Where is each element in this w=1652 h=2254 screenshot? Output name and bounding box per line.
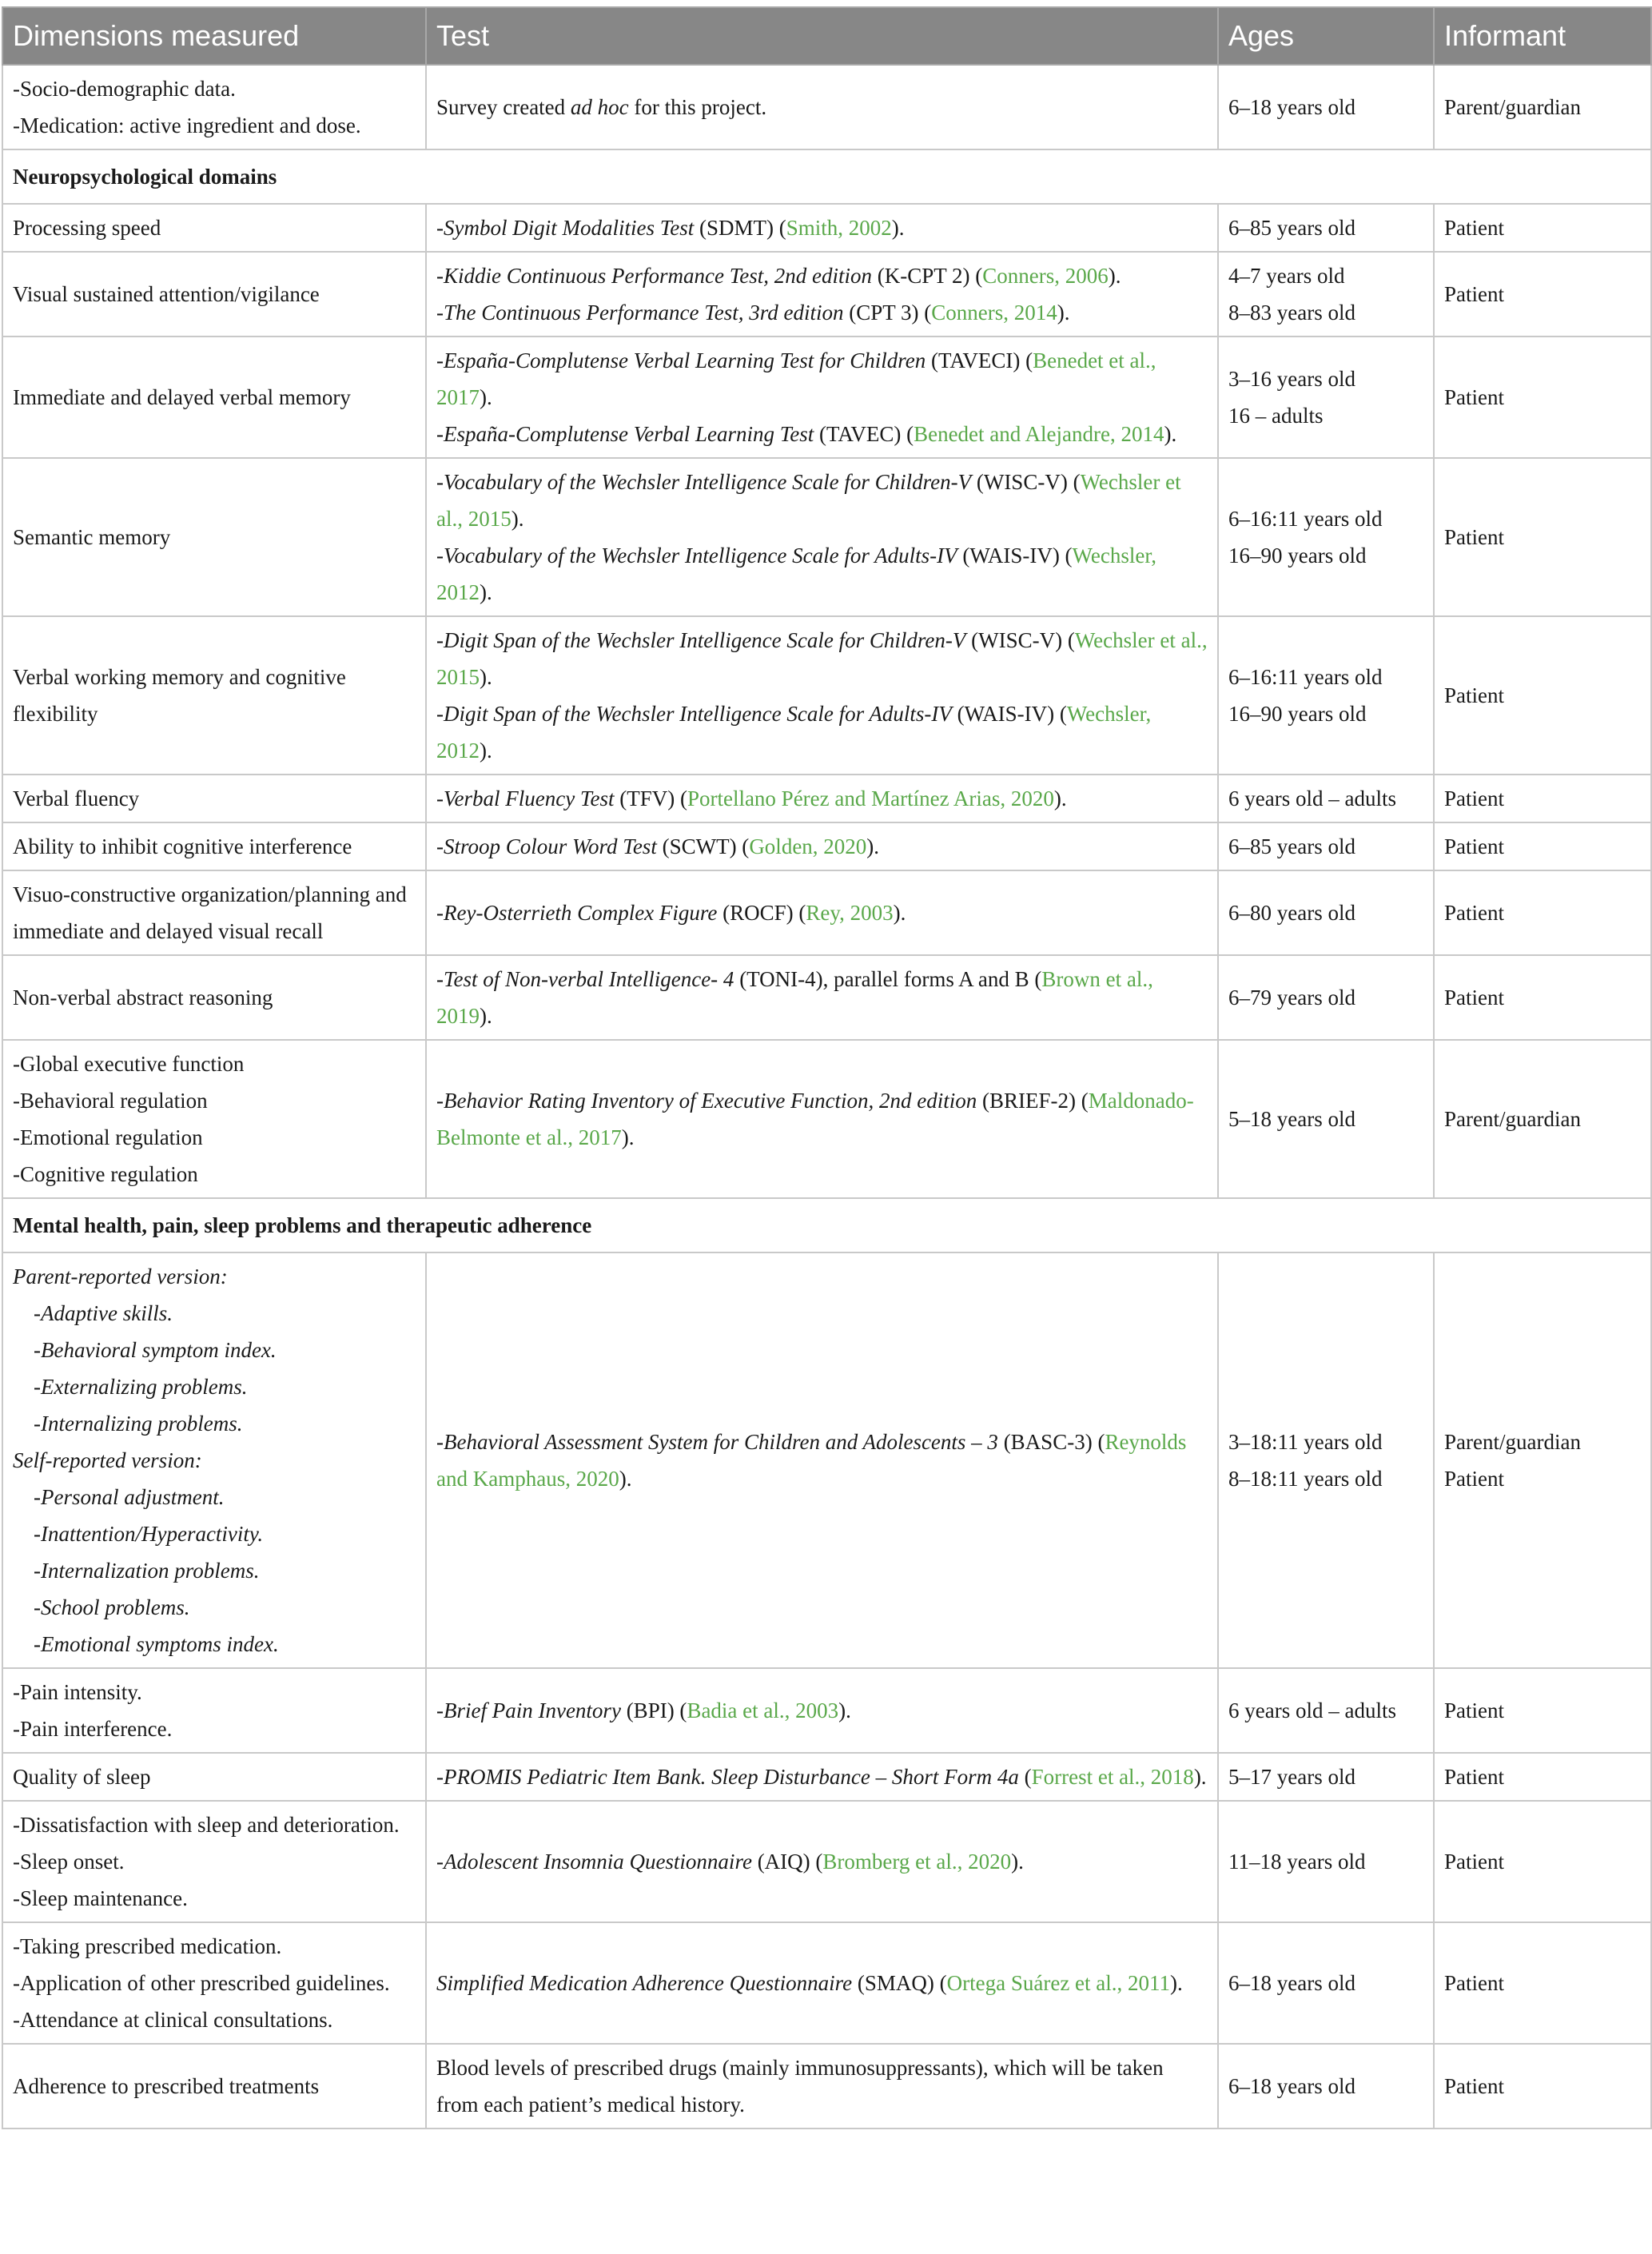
ages-value: 6–85 years old bbox=[1228, 834, 1355, 858]
ages-value: 11–18 years old bbox=[1228, 1850, 1366, 1874]
table-row bbox=[2, 252, 1651, 337]
informant-cell bbox=[1434, 870, 1651, 955]
citation-link[interactable]: Wechsler, 2012 bbox=[436, 544, 1156, 604]
informant-value: Patient bbox=[1444, 683, 1504, 707]
dimension-cell bbox=[2, 1252, 426, 1668]
test-cell bbox=[426, 616, 1218, 775]
ages-value: 6 years old – adults bbox=[1228, 1698, 1396, 1722]
test-entry bbox=[436, 464, 1209, 537]
dimension-line: -Attendance at clinical consultations. bbox=[13, 2008, 333, 2032]
test-cell bbox=[426, 252, 1218, 337]
informant-value: Patient bbox=[1444, 1698, 1504, 1722]
test-abbr: (SMAQ) ( bbox=[852, 1971, 947, 1995]
dimension-line: -School problems. bbox=[34, 1595, 190, 1619]
test-abbr: (WAIS-IV) ( bbox=[957, 544, 1073, 567]
test-cell bbox=[426, 1922, 1218, 2044]
dimension-line: -Sleep onset. bbox=[13, 1850, 125, 1874]
test-name: -Stroop Colour Word Test bbox=[436, 834, 657, 858]
measures-table bbox=[2, 6, 1652, 2129]
test-name: -España-Complutense Verbal Learning Test bbox=[436, 422, 814, 446]
informant-value: Patient bbox=[1444, 1765, 1504, 1789]
ages-cell bbox=[1218, 2044, 1434, 2129]
informant-cell bbox=[1434, 775, 1651, 822]
test-abbr: (WAIS-IV) ( bbox=[951, 702, 1067, 726]
citation-link[interactable]: Conners, 2014 bbox=[931, 301, 1057, 325]
informant-value: Patient bbox=[1444, 787, 1504, 810]
ages-value: 6–18 years old bbox=[1228, 95, 1355, 119]
test-abbr: (K-CPT 2) ( bbox=[871, 264, 983, 288]
test-end: ). bbox=[1011, 1850, 1024, 1874]
test-text: for this project. bbox=[628, 95, 767, 119]
test-name: -Digit Span of the Wechsler Intelligence Scale for Children-V bbox=[436, 628, 966, 652]
ages-cell bbox=[1218, 1753, 1434, 1801]
dimension-line: -Sleep maintenance. bbox=[13, 1886, 188, 1910]
ages-cell bbox=[1218, 337, 1434, 458]
dimension-line: -Personal adjustment. bbox=[34, 1485, 225, 1509]
informant-cell bbox=[1434, 1668, 1651, 1753]
test-entry bbox=[436, 257, 1209, 294]
dimension-line: -Global executive function bbox=[13, 1052, 245, 1076]
dimension-line: -Pain interference. bbox=[13, 1717, 173, 1741]
ages-cell bbox=[1218, 1922, 1434, 2044]
ages-value: 16 – adults bbox=[1228, 404, 1324, 428]
table-row bbox=[2, 775, 1651, 822]
test-abbr: ( bbox=[1018, 1765, 1032, 1789]
dimension-line: -Taking prescribed medication. bbox=[13, 1934, 282, 1958]
dimension-line: -Dissatisfaction with sleep and deterioration. bbox=[13, 1813, 400, 1837]
informant-value: Parent/guardian bbox=[1444, 95, 1581, 119]
header-test: Test bbox=[426, 7, 1218, 65]
test-abbr: (TAVEC) ( bbox=[814, 422, 914, 446]
dimension-line: -Emotional regulation bbox=[13, 1125, 203, 1149]
informant-cell bbox=[1434, 1753, 1651, 1801]
table-row bbox=[2, 822, 1651, 870]
informant-cell bbox=[1434, 204, 1651, 252]
ages-value: 6–18 years old bbox=[1228, 2074, 1355, 2098]
test-name: -PROMIS Pediatric Item Bank. Sleep Disturbance – Short Form 4a bbox=[436, 1765, 1019, 1789]
table-row bbox=[2, 955, 1651, 1040]
test-entry bbox=[436, 342, 1209, 416]
ages-cell bbox=[1218, 1252, 1434, 1668]
citation-link[interactable]: Forrest et al., 2018 bbox=[1031, 1765, 1194, 1789]
ages-value: 3–18:11 years old bbox=[1228, 1430, 1383, 1454]
dimension-subheading: Self-reported version: bbox=[13, 1448, 202, 1472]
citation-link[interactable]: Wechsler et al., 2015 bbox=[436, 628, 1208, 689]
ages-value: 5–18 years old bbox=[1228, 1107, 1355, 1131]
ages-value: 6–80 years old bbox=[1228, 901, 1355, 925]
test-cell bbox=[426, 1753, 1218, 1801]
test-name: -Symbol Digit Modalities Test bbox=[436, 216, 695, 240]
test-cell bbox=[426, 822, 1218, 870]
test-entry bbox=[436, 622, 1209, 695]
test-end: ). bbox=[1164, 422, 1177, 446]
test-cell bbox=[426, 955, 1218, 1040]
test-abbr: (WISC-V) ( bbox=[971, 470, 1081, 494]
dimension-cell bbox=[2, 1040, 426, 1198]
dimension-line: -Internalizing problems. bbox=[34, 1412, 243, 1436]
informant-cell bbox=[1434, 1040, 1651, 1198]
informant-value: Patient bbox=[1444, 2074, 1504, 2098]
informant-cell bbox=[1434, 955, 1651, 1040]
test-abbr: (SDMT) ( bbox=[694, 216, 786, 240]
ages-cell bbox=[1218, 955, 1434, 1040]
dimension-line: -Internalization problems. bbox=[34, 1559, 260, 1583]
dimension-line: -Medication: active ingredient and dose. bbox=[13, 113, 361, 137]
informant-cell bbox=[1434, 616, 1651, 775]
informant-cell bbox=[1434, 1252, 1651, 1668]
ages-value: 6–79 years old bbox=[1228, 986, 1355, 1010]
citation-link[interactable]: Rey, 2003 bbox=[806, 901, 894, 925]
table-row bbox=[2, 2044, 1651, 2129]
dimension-cell: Verbal working memory and cognitive flexibility bbox=[2, 616, 426, 775]
test-entry bbox=[436, 416, 1209, 452]
dimension-cell: Processing speed bbox=[2, 204, 426, 252]
table-row bbox=[2, 616, 1651, 775]
test-cell bbox=[426, 458, 1218, 616]
test-end: ). bbox=[480, 665, 492, 689]
test-cell bbox=[426, 1040, 1218, 1198]
test-end: ). bbox=[480, 1004, 492, 1028]
table-row bbox=[2, 204, 1651, 252]
section-row bbox=[2, 1198, 1651, 1252]
dimension-line: -Application of other prescribed guidelines. bbox=[13, 1971, 390, 1995]
test-name: Simplified Medication Adherence Questionnaire bbox=[436, 1971, 853, 1995]
test-end: ). bbox=[619, 1467, 632, 1491]
ages-value: 6–18 years old bbox=[1228, 1971, 1355, 1995]
dimension-line: -Cognitive regulation bbox=[13, 1162, 198, 1186]
dimension-cell: Non-verbal abstract reasoning bbox=[2, 955, 426, 1040]
test-end: ). bbox=[621, 1125, 635, 1149]
header-informant: Informant bbox=[1434, 7, 1651, 65]
test-abbr: (ROCF) ( bbox=[717, 901, 806, 925]
dimension-cell: Visual sustained attention/vigilance bbox=[2, 252, 426, 337]
test-end: ). bbox=[1053, 787, 1067, 810]
ages-cell bbox=[1218, 65, 1434, 149]
table-row bbox=[2, 337, 1651, 458]
table-row bbox=[2, 1668, 1651, 1753]
citation-link[interactable]: Portellano Pérez and Martínez Arias, 2020 bbox=[687, 787, 1054, 810]
table-row bbox=[2, 65, 1651, 149]
dimension-line: -Adaptive skills. bbox=[34, 1301, 173, 1325]
informant-value: Patient bbox=[1444, 1850, 1504, 1874]
citation-link[interactable]: Conners, 2006 bbox=[982, 264, 1109, 288]
ages-cell bbox=[1218, 204, 1434, 252]
ages-cell bbox=[1218, 616, 1434, 775]
test-name: -Vocabulary of the Wechsler Intelligence Scale for Adults-IV bbox=[436, 544, 957, 567]
test-name: -Rey-Osterrieth Complex Figure bbox=[436, 901, 718, 925]
ages-cell bbox=[1218, 775, 1434, 822]
test-cell bbox=[426, 1668, 1218, 1753]
test-abbr: (BRIEF-2) ( bbox=[977, 1089, 1089, 1113]
test-end: ). bbox=[511, 507, 524, 531]
test-abbr: (SCWT) ( bbox=[656, 834, 750, 858]
citation-link[interactable]: Maldonado-Belmonte et al., 2017 bbox=[436, 1089, 1194, 1149]
citation-link[interactable]: Benedet et al., 2017 bbox=[436, 348, 1156, 409]
test-name: -Behavioral Assessment System for Children and Adolescents – 3 bbox=[436, 1430, 998, 1454]
table-row bbox=[2, 458, 1651, 616]
informant-value: Parent/guardian bbox=[1444, 1107, 1581, 1131]
dimension-cell: Quality of sleep bbox=[2, 1753, 426, 1801]
informant-value: Patient bbox=[1444, 385, 1504, 409]
table-row bbox=[2, 870, 1651, 955]
dimension-cell bbox=[2, 1922, 426, 2044]
test-abbr: (CPT 3) ( bbox=[843, 301, 932, 325]
ages-cell bbox=[1218, 870, 1434, 955]
dimension-cell: Semantic memory bbox=[2, 458, 426, 616]
test-cell bbox=[426, 65, 1218, 149]
test-name: -Adolescent Insomnia Questionnaire bbox=[436, 1850, 752, 1874]
informant-cell bbox=[1434, 337, 1651, 458]
test-end: ). bbox=[1108, 264, 1121, 288]
test-end: ). bbox=[893, 901, 906, 925]
test-cell bbox=[426, 870, 1218, 955]
table-row bbox=[2, 1801, 1651, 1922]
test-end: ). bbox=[891, 216, 905, 240]
dimension-cell: Ability to inhibit cognitive interference bbox=[2, 822, 426, 870]
informant-cell bbox=[1434, 2044, 1651, 2129]
dimension-line: -Externalizing problems. bbox=[34, 1375, 248, 1399]
table-row bbox=[2, 1753, 1651, 1801]
test-abbr: (TONI-4), parallel forms A and B ( bbox=[734, 967, 1042, 991]
section-row bbox=[2, 149, 1651, 204]
test-text-italic: ad hoc bbox=[570, 95, 629, 119]
table-row bbox=[2, 1252, 1651, 1668]
citation-link[interactable]: Wechsler et al., 2015 bbox=[436, 470, 1181, 531]
test-end: ). bbox=[838, 1698, 851, 1722]
ages-cell bbox=[1218, 822, 1434, 870]
test-abbr: (BPI) ( bbox=[620, 1698, 687, 1722]
test-end: ). bbox=[480, 580, 492, 604]
informant-value: Patient bbox=[1444, 525, 1504, 549]
ages-cell bbox=[1218, 1801, 1434, 1922]
test-cell bbox=[426, 1801, 1218, 1922]
informant-cell bbox=[1434, 458, 1651, 616]
citation-link[interactable]: Ortega Suárez et al., 2011 bbox=[946, 1971, 1171, 1995]
test-abbr: (WISC-V) ( bbox=[965, 628, 1075, 652]
citation-link[interactable]: Smith, 2002 bbox=[786, 216, 892, 240]
dimension-cell: Visuo-constructive organization/planning and immediate and delayed visual recall bbox=[2, 870, 426, 955]
ages-value: 8–18:11 years old bbox=[1228, 1467, 1383, 1491]
ages-value: 6–16:11 years old bbox=[1228, 665, 1383, 689]
test-name: -Verbal Fluency Test bbox=[436, 787, 615, 810]
informant-value: Patient bbox=[1444, 1971, 1504, 1995]
test-end: ). bbox=[480, 385, 492, 409]
informant-value: Patient bbox=[1444, 901, 1504, 925]
dimension-cell bbox=[2, 65, 426, 149]
table-header-row bbox=[2, 7, 1651, 65]
dimension-line: -Emotional symptoms index. bbox=[34, 1632, 279, 1656]
test-name: -Test of Non-verbal Intelligence- 4 bbox=[436, 967, 734, 991]
informant-cell bbox=[1434, 1922, 1651, 2044]
dimension-line: -Socio-demographic data. bbox=[13, 77, 236, 101]
test-end: ). bbox=[1057, 301, 1070, 325]
informant-value: Patient bbox=[1444, 834, 1504, 858]
ages-cell bbox=[1218, 252, 1434, 337]
ages-value: 6–16:11 years old bbox=[1228, 507, 1383, 531]
test-name: -España-Complutense Verbal Learning Test for Children bbox=[436, 348, 926, 372]
ages-cell bbox=[1218, 1040, 1434, 1198]
test-abbr: (TFV) ( bbox=[614, 787, 687, 810]
dimension-line: -Inattention/Hyperactivity. bbox=[34, 1522, 264, 1546]
ages-cell bbox=[1218, 1668, 1434, 1753]
dimension-cell: Verbal fluency bbox=[2, 775, 426, 822]
test-end: ). bbox=[866, 834, 880, 858]
test-cell: Blood levels of prescribed drugs (mainly immunosuppressants), which will be taken from each patient’s medical history. bbox=[426, 2044, 1218, 2129]
test-name: -Digit Span of the Wechsler Intelligence Scale for Adults-IV bbox=[436, 702, 952, 726]
test-abbr: (AIQ) ( bbox=[751, 1850, 823, 1874]
table-row bbox=[2, 1922, 1651, 2044]
ages-value: 6–85 years old bbox=[1228, 216, 1355, 240]
informant-value: Patient bbox=[1444, 216, 1504, 240]
informant-cell bbox=[1434, 822, 1651, 870]
test-name: -The Continuous Performance Test, 3rd edition bbox=[436, 301, 844, 325]
ages-value: 16–90 years old bbox=[1228, 544, 1367, 567]
test-entry bbox=[436, 294, 1209, 331]
citation-link[interactable]: Reynolds and Kamphaus, 2020 bbox=[436, 1430, 1187, 1491]
test-name: -Vocabulary of the Wechsler Intelligence Scale for Children-V bbox=[436, 470, 972, 494]
dimension-cell bbox=[2, 1801, 426, 1922]
informant-value: Patient bbox=[1444, 1467, 1504, 1491]
test-end: ). bbox=[480, 739, 492, 763]
citation-link[interactable]: Golden, 2020 bbox=[749, 834, 867, 858]
ages-value: 3–16 years old bbox=[1228, 367, 1355, 391]
informant-value: Parent/guardian bbox=[1444, 1430, 1581, 1454]
citation-link[interactable]: Benedet and Alejandre, 2014 bbox=[914, 422, 1164, 446]
section-heading: Neuropsychological domains bbox=[2, 149, 1651, 204]
dimension-line: -Behavioral symptom index. bbox=[34, 1338, 277, 1362]
test-entry bbox=[436, 695, 1209, 769]
ages-value: 8–83 years old bbox=[1228, 301, 1355, 325]
ages-value: 5–17 years old bbox=[1228, 1765, 1355, 1789]
test-abbr: (TAVECI) ( bbox=[926, 348, 1033, 372]
test-end: ). bbox=[1193, 1765, 1207, 1789]
citation-link[interactable]: Badia et al., 2003 bbox=[687, 1698, 839, 1722]
test-abbr: (BASC-3) ( bbox=[997, 1430, 1105, 1454]
table-row bbox=[2, 1040, 1651, 1198]
test-cell bbox=[426, 1252, 1218, 1668]
header-ages: Ages bbox=[1218, 7, 1434, 65]
test-cell bbox=[426, 775, 1218, 822]
test-entry bbox=[436, 537, 1209, 611]
test-cell bbox=[426, 204, 1218, 252]
informant-value: Patient bbox=[1444, 986, 1504, 1010]
test-name: -Brief Pain Inventory bbox=[436, 1698, 621, 1722]
citation-link[interactable]: Wechsler, 2012 bbox=[436, 702, 1152, 763]
dimension-line: -Behavioral regulation bbox=[13, 1089, 208, 1113]
dimension-cell: Immediate and delayed verbal memory bbox=[2, 337, 426, 458]
test-name: -Kiddie Continuous Performance Test, 2nd edition bbox=[436, 264, 872, 288]
dimension-subheading: Parent-reported version: bbox=[13, 1264, 228, 1288]
dimension-cell bbox=[2, 1668, 426, 1753]
ages-value: 4–7 years old bbox=[1228, 264, 1345, 288]
test-name: -Behavior Rating Inventory of Executive Function, 2nd edition bbox=[436, 1089, 977, 1113]
ages-value: 16–90 years old bbox=[1228, 702, 1367, 726]
test-cell bbox=[426, 337, 1218, 458]
citation-link[interactable]: Brown et al., 2019 bbox=[436, 967, 1153, 1028]
section-heading: Mental health, pain, sleep problems and therapeutic adherence bbox=[2, 1198, 1651, 1252]
informant-cell bbox=[1434, 1801, 1651, 1922]
dimension-cell: Adherence to prescribed treatments bbox=[2, 2044, 426, 2129]
informant-cell bbox=[1434, 65, 1651, 149]
test-end: ). bbox=[1170, 1971, 1183, 1995]
ages-cell bbox=[1218, 458, 1434, 616]
header-dimensions: Dimensions measured bbox=[2, 7, 426, 65]
citation-link[interactable]: Bromberg et al., 2020 bbox=[822, 1850, 1012, 1874]
dimension-line: -Pain intensity. bbox=[13, 1680, 142, 1704]
informant-value: Patient bbox=[1444, 282, 1504, 306]
test-text: Survey created bbox=[436, 95, 571, 119]
ages-value: 6 years old – adults bbox=[1228, 787, 1396, 810]
informant-cell bbox=[1434, 252, 1651, 337]
